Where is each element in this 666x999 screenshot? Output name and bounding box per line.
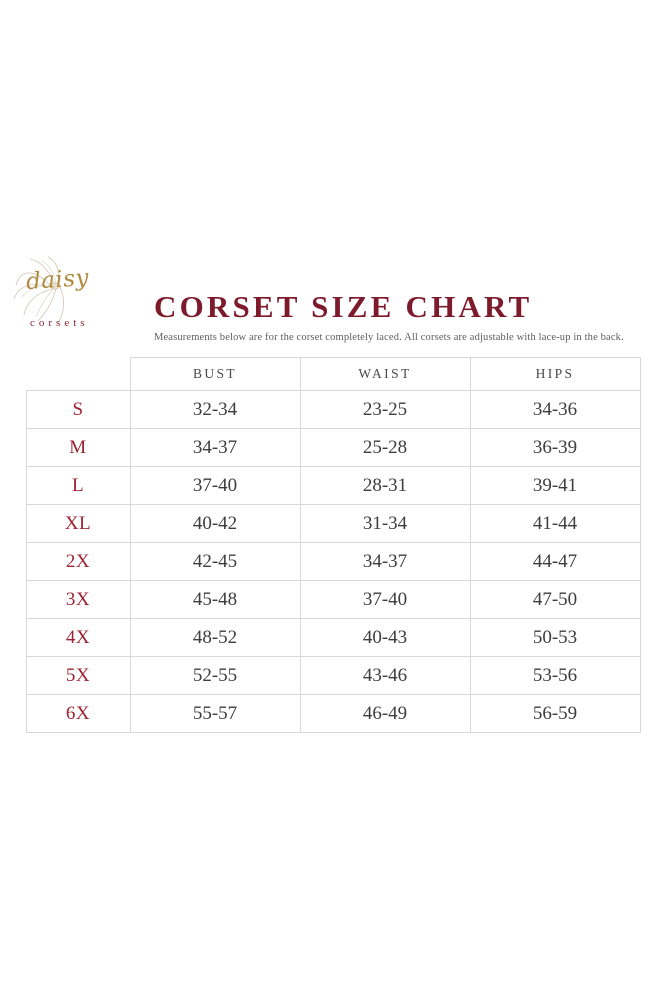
waist-value: 25-28 — [300, 429, 470, 467]
waist-value: 28-31 — [300, 467, 470, 505]
hips-value: 53-56 — [470, 657, 640, 695]
table-row — [26, 695, 640, 733]
table-row — [26, 429, 640, 467]
table-body — [26, 391, 640, 733]
bust-value: 55-57 — [130, 695, 300, 733]
table-row — [26, 391, 640, 429]
brand-wordmark: daisy — [25, 264, 90, 296]
measurement-note: Measurements below are for the corset completely laced. All corsets are adjustable with lace-up in the back. — [154, 332, 624, 343]
table-row — [26, 505, 640, 543]
chart-header — [0, 252, 666, 347]
table-row — [26, 657, 640, 695]
bust-value: 32-34 — [130, 391, 300, 429]
table-header-corner — [26, 358, 130, 391]
brand-subtitle: corsets — [30, 317, 89, 329]
table-row — [26, 619, 640, 657]
waist-value: 40-43 — [300, 619, 470, 657]
table-header — [26, 358, 640, 391]
size-label: 5X — [26, 657, 130, 695]
size-label: M — [26, 429, 130, 467]
hips-value: 44-47 — [470, 543, 640, 581]
brand-logo — [12, 255, 140, 347]
waist-value: 34-37 — [300, 543, 470, 581]
bust-value: 37-40 — [130, 467, 300, 505]
bust-value: 48-52 — [130, 619, 300, 657]
hips-value: 36-39 — [470, 429, 640, 467]
waist-value: 46-49 — [300, 695, 470, 733]
table-header-row — [26, 358, 640, 391]
bust-value: 40-42 — [130, 505, 300, 543]
table-header-bust: BUST — [130, 358, 300, 391]
size-chart-container — [0, 252, 666, 733]
page-title: CORSET SIZE CHART — [154, 289, 533, 325]
hips-value: 47-50 — [470, 581, 640, 619]
title-block — [140, 291, 650, 347]
table-row — [26, 581, 640, 619]
size-label: 3X — [26, 581, 130, 619]
waist-value: 31-34 — [300, 505, 470, 543]
table-header-waist: WAIST — [300, 358, 470, 391]
waist-value: 43-46 — [300, 657, 470, 695]
waist-value: 23-25 — [300, 391, 470, 429]
table-row — [26, 543, 640, 581]
bust-value: 42-45 — [130, 543, 300, 581]
hips-value: 39-41 — [470, 467, 640, 505]
size-label: S — [26, 391, 130, 429]
hips-value: 50-53 — [470, 619, 640, 657]
size-label: 4X — [26, 619, 130, 657]
bust-value: 52-55 — [130, 657, 300, 695]
table-header-hips: HIPS — [470, 358, 640, 391]
hips-value: 56-59 — [470, 695, 640, 733]
bust-value: 34-37 — [130, 429, 300, 467]
size-label: XL — [26, 505, 130, 543]
waist-value: 37-40 — [300, 581, 470, 619]
table-row — [26, 467, 640, 505]
size-label: 6X — [26, 695, 130, 733]
hips-value: 41-44 — [470, 505, 640, 543]
size-label: 2X — [26, 543, 130, 581]
size-label: L — [26, 467, 130, 505]
bust-value: 45-48 — [130, 581, 300, 619]
size-table — [26, 357, 641, 733]
hips-value: 34-36 — [470, 391, 640, 429]
